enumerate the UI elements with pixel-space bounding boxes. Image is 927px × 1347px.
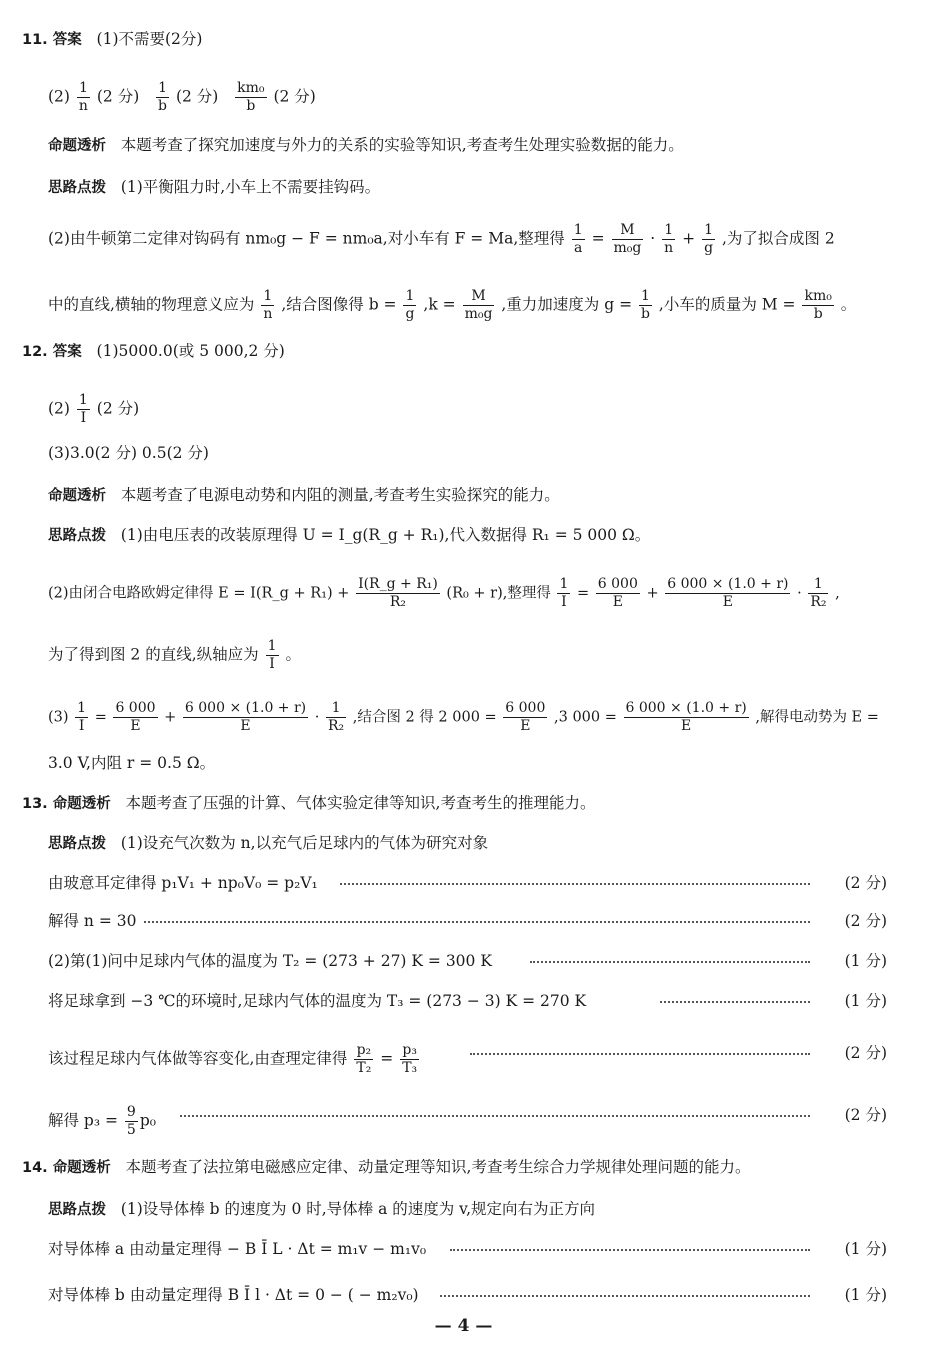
q12-hint-1: 思路点拨 (1)由电压表的改装原理得 U = I_g(R_g + R₁),代入数据得 R₁ = 5 000 Ω。 xyxy=(48,526,651,544)
q12-hint-2: (2)由闭合电路欧姆定律得 E = I(R_g + R₁) + $\frac{\text{I(R\_g + R₁)}}{\text{R₂}}$ (R₀ + r),整理得 $\frac{1}{I}$ = $\frac{6 000}{E}$ + $\frac{6 000 \times (1.0 + r)}{E}$ · $\frac{1}{\text{R₂}}$ , xyxy=(48,576,840,610)
q12-hint-3: 为了得到图 2 的直线,纵轴应为 $\frac{1}{I}$ 。 xyxy=(48,638,301,672)
fraction: $\frac{1}{I}$ xyxy=(267,638,277,672)
q11-answer-1: (1)不需要(2分) xyxy=(96,30,203,48)
q14-step-2: 对导体棒 b 由动量定理得 B Ī l · Δt = 0 − ( − m₂v₀) xyxy=(48,1284,425,1306)
fraction: $\frac{6 000 \times (1.0 + r)}{E}$ xyxy=(184,700,307,734)
dot-leader xyxy=(440,1284,810,1306)
q13-step-6: 解得 p₃ = $\frac{9}{5}$ p₀ xyxy=(48,1104,162,1139)
fraction: $\frac{1}{\text{R₂}}$ xyxy=(327,700,345,734)
dot-leader xyxy=(340,872,810,894)
page-number: — 4 — xyxy=(434,1316,493,1336)
fraction: $\frac{6 000}{E}$ xyxy=(597,576,638,610)
fraction: $\frac{\text{I(R\_g + R₁)}}{\text{R₂}}$ xyxy=(358,576,438,610)
dot-leader xyxy=(470,1042,810,1064)
fraction: $\frac{1}{I}$ xyxy=(559,576,569,610)
fraction: $\frac{1}{\text{R₂}}$ xyxy=(810,576,827,610)
q12-answer-3: (3)3.0(2 分) 0.5(2 分) xyxy=(48,444,209,462)
fraction: $\frac{1}{n}$ xyxy=(664,222,674,256)
q13-step-1: 由玻意耳定律得 p₁V₁ + np₀V₀ = p₂V₁ xyxy=(48,872,324,894)
q11-hint-2: (2)由牛顿第二定律对钩码有 nm₀g − F = nm₀a,对小车有 F = Ma,整理得 $\frac{1}{a}$ = $\frac{M}{\text{m₀g}}$ · $\frac{1}{n}$ + $\frac{1}{g}$ ,为了拟合成图 2 xyxy=(48,222,835,256)
fraction: $\frac{1}{g}$ xyxy=(405,288,415,322)
q13-score-5: (2 分) xyxy=(844,1044,887,1062)
q13-step-5: 该过程足球内气体做等容变化,由查理定律得 $\frac{\text{p₂}}{\text{T₂}}$ = $\frac{\text{p₃}}{\text{T₃}}$ xyxy=(48,1042,427,1077)
q14-hint-1: 思路点拨 (1)设导体棒 b 的速度为 0 时,导体棒 a 的速度为 v,规定向右为正方向 xyxy=(48,1200,596,1218)
fraction: $\frac{\text{km₀}}{b}$ xyxy=(804,288,832,322)
fraction: $\frac{6 000}{E}$ xyxy=(505,700,546,734)
dot-leader xyxy=(140,910,810,932)
fraction: $\frac{6 000 \times (1.0 + r)}{E}$ xyxy=(625,700,747,734)
q13-hint-1: 思路点拨 (1)设充气次数为 n,以充气后足球内的气体为研究对象 xyxy=(48,834,489,852)
fraction: $\frac{1}{b}$ xyxy=(158,80,168,114)
q13-score-3: (1 分) xyxy=(844,952,887,970)
q14-header: 14. 命题透析 本题考查了法拉第电磁感应定律、动量定理等知识,考查考生综合力学规律处理问题的能力。 xyxy=(22,1158,751,1176)
q13-step-2: 解得 n = 30 xyxy=(48,910,142,932)
q12-hint-4: (3) $\frac{1}{I}$ = $\frac{6 000}{E}$ + $\frac{6 000 \times (1.0 + r)}{E}$ · $\frac{1}{\text{R₂}}$ ,结合图 2 得 2 000 = $\frac{6 000}{E}$ ,3 000 = $\frac{6 000 \times (1.0 + r)}{E}$ ,解得电动势为 E = xyxy=(48,700,879,734)
fraction: $\frac{9}{5}$ xyxy=(126,1104,136,1138)
q14-score-1: (1 分) xyxy=(844,1240,887,1258)
dot-leader xyxy=(530,950,810,972)
fraction: $\frac{1}{n}$ xyxy=(78,80,88,114)
dot-leader xyxy=(180,1104,810,1126)
q13-score-1: (2 分) xyxy=(844,874,887,892)
fraction: $\frac{1}{b}$ xyxy=(641,288,650,322)
fraction: $\frac{1}{n}$ xyxy=(263,288,273,322)
q12-analysis: 命题透析 本题考查了电源电动势和内阻的测量,考查考生实验探究的能力。 xyxy=(48,486,560,504)
q12-header: 12. 答案 (1)5000.0(或 5 000,2 分) xyxy=(22,342,285,360)
q13-score-4: (1 分) xyxy=(844,992,887,1010)
fraction: $\frac{6 000 \times (1.0 + r)}{E}$ xyxy=(667,576,789,610)
q14-score-2: (1 分) xyxy=(844,1286,887,1304)
q13-step-3: (2)第(1)问中足球内气体的温度为 T₂ = (273 + 27) K = 300 K xyxy=(48,950,498,972)
q11-header xyxy=(22,28,202,51)
q11-hint-3: 中的直线,横轴的物理意义应为 $\frac{1}{n}$ ,结合图像得 b = $\frac{1}{g}$ ,k = $\frac{M}{\text{m₀g}}$ ,重力加速度为 g = $\frac{1}{b}$ ,小车的质量为 M = $\frac{\text{km₀}}{b}$ 。 xyxy=(48,288,857,322)
q13-score-6: (2 分) xyxy=(844,1106,887,1124)
q14-step-1: 对导体棒 a 由动量定理得 − B Ī L · Δt = m₁v − m₁v₀ xyxy=(48,1238,432,1260)
fraction: $\frac{1}{I}$ xyxy=(77,700,87,734)
q13-score-2: (2 分) xyxy=(844,912,887,930)
fraction: $\frac{\text{p₂}}{\text{T₂}}$ xyxy=(356,1042,372,1076)
q13-header: 13. 命题透析 本题考查了压强的计算、气体实验定律等知识,考查考生的推理能力。 xyxy=(22,794,596,812)
q12-answer-2: (2) $\frac{1}{I}$ (2 分) xyxy=(48,392,140,426)
q11-head: 11. 答案 xyxy=(22,32,82,48)
fraction: $\frac{6 000}{E}$ xyxy=(115,700,156,734)
dot-leader xyxy=(660,990,810,1012)
fraction: $\frac{M}{\text{m₀g}}$ xyxy=(613,222,642,256)
q11-analysis: 命题透析 本题考查了探究加速度与外力的关系的实验等知识,考查考生处理实验数据的能力。 xyxy=(48,136,684,154)
fraction: $\frac{\text{p₃}}{\text{T₃}}$ xyxy=(402,1042,418,1076)
fraction: $\frac{1}{g}$ xyxy=(704,222,714,256)
fraction: $\frac{M}{\text{m₀g}}$ xyxy=(464,288,493,322)
q11-answer-2: (2) $\frac{1}{n}$ (2 分) $\frac{1}{b}$ (2 分) $\frac{\text{km₀}}{b}$ (2 分) xyxy=(48,80,316,114)
fraction: $\frac{1}{I}$ xyxy=(78,392,88,426)
q13-step-4: 将足球拿到 −3 ℃的环境时,足球内气体的温度为 T₃ = (273 − 3) K = 270 K xyxy=(48,990,592,1012)
fraction: $\frac{\text{km₀}}{b}$ xyxy=(237,80,265,114)
q12-hint-5: 3.0 V,内阻 r = 0.5 Ω。 xyxy=(48,754,216,772)
fraction: $\frac{1}{a}$ xyxy=(573,222,583,256)
q11-hint-1: 思路点拨 (1)平衡阻力时,小车上不需要挂钩码。 xyxy=(48,178,381,196)
dot-leader xyxy=(450,1238,810,1260)
